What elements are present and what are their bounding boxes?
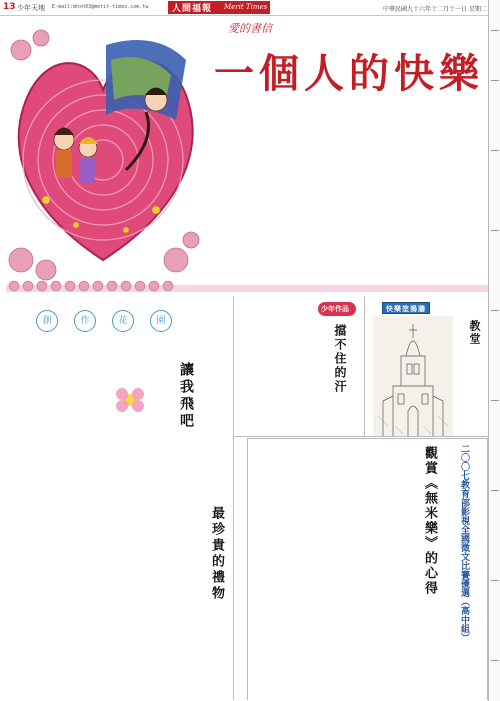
heart-illustration (6, 20, 200, 282)
article-subtitle: 愛的書信 (228, 22, 272, 35)
page-header (0, 0, 488, 16)
doodle-wall-label-box (382, 302, 430, 314)
church-sketch (373, 316, 453, 436)
article-body-text (202, 112, 486, 276)
event-banner-text: 二〇〇七教育部影視全國徵文比賽優選（高中組） (459, 444, 469, 642)
event-banner-tab (448, 438, 488, 700)
pink-decorative-band (6, 280, 488, 292)
ring-char-2: 作 (74, 310, 96, 332)
ring-char-4: 園 (150, 310, 172, 332)
brand-name-cn: 人間福報 (172, 4, 213, 14)
heart-illustration-art (6, 20, 200, 282)
poem-gift-title[interactable]: 最珍貴的禮物 (209, 506, 224, 602)
sketch-title[interactable]: 教堂 (468, 320, 481, 346)
section-name: 少年天地 (17, 4, 45, 12)
kids-works-label: 少年作品 (321, 305, 349, 313)
ring-char-3: 花 (112, 310, 134, 332)
doodle-wall-label: 快樂塗鴉牆 (386, 305, 426, 313)
poem-fly-title[interactable]: 讓我飛吧 (178, 362, 194, 430)
horizontal-divider (234, 436, 488, 437)
ring-char-1: 創 (36, 310, 58, 332)
brand-name-en: Merit Times (224, 3, 268, 11)
page-edge-strip (488, 0, 500, 701)
article-title-area (200, 20, 488, 112)
vertical-divider-1 (233, 296, 234, 700)
page-number: 13 (3, 2, 16, 12)
vertical-divider-2 (364, 296, 365, 436)
flower-icon (100, 380, 160, 420)
poem-sweat-title[interactable]: 擋不住的汗 (333, 324, 347, 394)
contact-email[interactable]: E-mail:mhsh03@merit-times.com.tw (52, 4, 149, 10)
creative-garden-header (10, 302, 200, 338)
event-essay-title[interactable]: 觀賞《無米樂》的心得 (422, 446, 437, 596)
kids-works-badge (318, 302, 356, 316)
article-title[interactable]: 一個人的快樂 (214, 50, 484, 97)
brand-logo (168, 1, 270, 14)
issue-date: 中華民國九十六年十二月十一日 星期二 (383, 6, 487, 13)
